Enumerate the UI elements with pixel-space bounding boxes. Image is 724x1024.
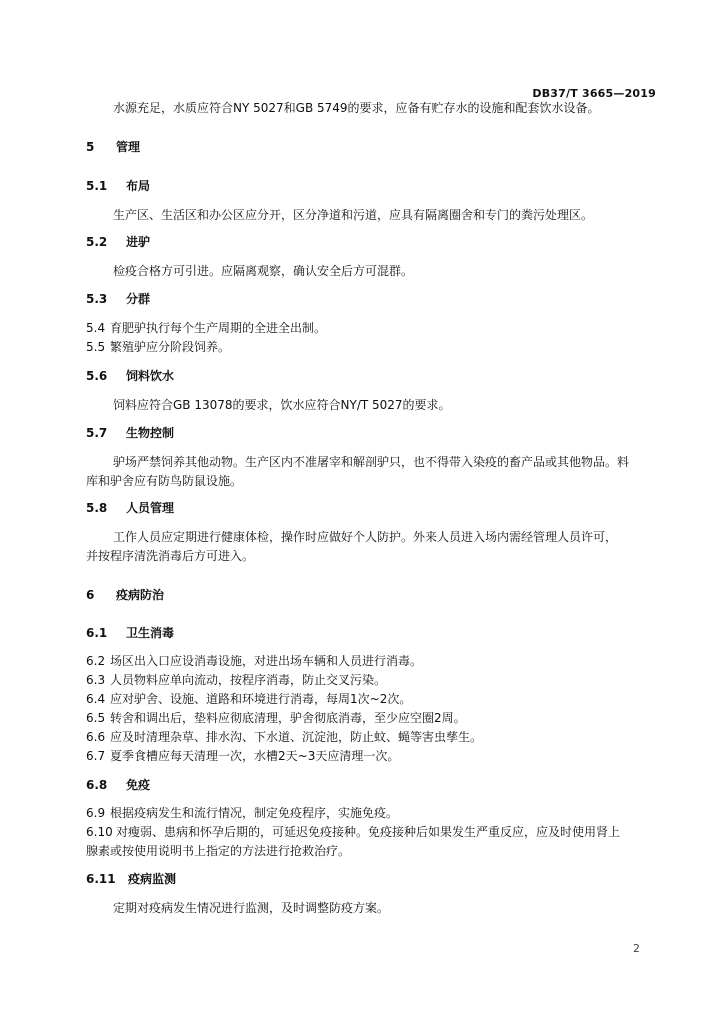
item-number: 6.10 bbox=[86, 825, 113, 839]
section-6-11-heading bbox=[86, 872, 658, 887]
section-title: 分群 bbox=[126, 292, 151, 306]
item-text: 应对驴舍、设施、道路和环境进行消毒，每周1次~2次。 bbox=[110, 692, 412, 706]
item-text: 对瘦弱、患病和怀孕后期的，可延迟免疫接种。免疫接种后如果发生严重反应，应及时使用肾上 bbox=[116, 825, 621, 839]
item-text: 转舍和调出后，垫料应彻底清理，驴舍彻底消毒，至少应空圈2周。 bbox=[110, 711, 466, 725]
section-6-3-item bbox=[86, 673, 658, 688]
section-number: 5.3 bbox=[86, 292, 108, 306]
section-6-10-item-line-1 bbox=[86, 825, 658, 840]
section-number: 5.8 bbox=[86, 501, 108, 515]
section-6-8-heading bbox=[86, 778, 658, 793]
item-number: 6.7 bbox=[86, 749, 106, 763]
section-6-7-item bbox=[86, 749, 658, 764]
section-number: 5.6 bbox=[86, 369, 108, 383]
section-number: 5.2 bbox=[86, 235, 108, 249]
section-title: 疫病监测 bbox=[128, 872, 177, 886]
item-text: 应及时清理杂草、排水沟、下水道、沉淀池，防止蚊、蝇等害虫孳生。 bbox=[110, 730, 483, 744]
section-6-1-heading bbox=[86, 626, 658, 641]
section-title: 卫生消毒 bbox=[126, 626, 175, 640]
item-text: 夏季食槽应每天清理一次，水槽2天~3天应清理一次。 bbox=[110, 749, 400, 763]
item-text: 繁殖驴应分阶段饲养。 bbox=[110, 340, 231, 354]
section-number: 5.7 bbox=[86, 426, 108, 440]
section-6-5-item bbox=[86, 711, 658, 726]
section-number: 5 bbox=[86, 140, 95, 154]
section-title: 管理 bbox=[116, 140, 141, 154]
section-number: 5.1 bbox=[86, 179, 108, 193]
section-5-6-text: 饲料应符合GB 13078的要求，饮水应符合NY/T 5027的要求。 bbox=[113, 398, 451, 412]
item-number: 5.4 bbox=[86, 321, 106, 335]
section-title: 疫病防治 bbox=[116, 588, 165, 602]
item-text: 人员物料应单向流动，按程序消毒，防止交叉污染。 bbox=[110, 673, 387, 687]
item-number: 6.6 bbox=[86, 730, 106, 744]
section-5-1-text: 生产区、生活区和办公区应分开，区分净道和污道，应具有隔离圈舍和专门的粪污处理区。 bbox=[113, 208, 594, 222]
section-title: 布局 bbox=[126, 179, 151, 193]
section-number: 6.1 bbox=[86, 626, 108, 640]
item-text: 育肥驴执行每个生产周期的全进全出制。 bbox=[110, 321, 327, 335]
item-number: 6.4 bbox=[86, 692, 106, 706]
item-number: 5.5 bbox=[86, 340, 106, 354]
section-5-6-heading bbox=[86, 369, 658, 384]
item-number: 6.9 bbox=[86, 806, 106, 820]
section-6-4-item bbox=[86, 692, 658, 707]
section-5-7-heading bbox=[86, 426, 658, 441]
section-6-6-item bbox=[86, 730, 658, 745]
section-5-2-heading bbox=[86, 235, 658, 250]
intro-paragraph: 水源充足，水质应符合NY 5027和GB 5749的要求，应备有贮存水的设施和配套饮水设备。 bbox=[113, 101, 600, 115]
item-number: 6.2 bbox=[86, 654, 106, 668]
section-5-4-item bbox=[86, 321, 658, 336]
section-number: 6.8 bbox=[86, 778, 108, 792]
item-number: 6.5 bbox=[86, 711, 106, 725]
section-5-8-text-line-2: 并按程序清洗消毒后方可进入。 bbox=[86, 549, 255, 563]
section-title: 进驴 bbox=[126, 235, 151, 249]
section-5-5-item bbox=[86, 340, 658, 355]
section-6-heading bbox=[86, 588, 658, 603]
section-5-8-text-line-1: 工作人员应定期进行健康体检，操作时应做好个人防护。外来人员进入场内需经管理人员许可， bbox=[113, 530, 618, 544]
section-5-3-heading bbox=[86, 292, 658, 307]
item-text: 场区出入口应设消毒设施，对进出场车辆和人员进行消毒。 bbox=[110, 654, 423, 668]
section-number: 6.11 bbox=[86, 872, 116, 886]
section-5-8-heading bbox=[86, 501, 658, 516]
page-number: 2 bbox=[633, 942, 640, 955]
section-5-7-text-line-1: 驴场严禁饲养其他动物。生产区内不准屠宰和解剖驴只，也不得带入染疫的畜产品或其他物品。料 bbox=[113, 455, 630, 469]
section-6-2-item bbox=[86, 654, 658, 669]
item-number: 6.3 bbox=[86, 673, 106, 687]
section-title: 人员管理 bbox=[126, 501, 175, 515]
section-title: 生物控制 bbox=[126, 426, 175, 440]
section-title: 免疫 bbox=[126, 778, 151, 792]
section-5-7-text-line-2: 库和驴舍应有防鸟防鼠设施。 bbox=[86, 474, 243, 488]
section-title: 饲料饮水 bbox=[126, 369, 175, 383]
section-number: 6 bbox=[86, 588, 95, 602]
item-text: 根据疫病发生和流行情况，制定免疫程序，实施免疫。 bbox=[110, 806, 399, 820]
section-6-11-text: 定期对疫病发生情况进行监测，及时调整防疫方案。 bbox=[113, 901, 390, 915]
document-code: DB37/T 3665—2019 bbox=[532, 87, 656, 100]
section-5-2-text: 检疫合格方可引进。应隔离观察，确认安全后方可混群。 bbox=[113, 264, 414, 278]
section-6-10-item-line-2: 腺素或按使用说明书上指定的方法进行抢救治疗。 bbox=[86, 844, 351, 858]
section-6-9-item bbox=[86, 806, 658, 821]
section-5-1-heading bbox=[86, 179, 658, 194]
section-5-heading bbox=[86, 140, 658, 155]
